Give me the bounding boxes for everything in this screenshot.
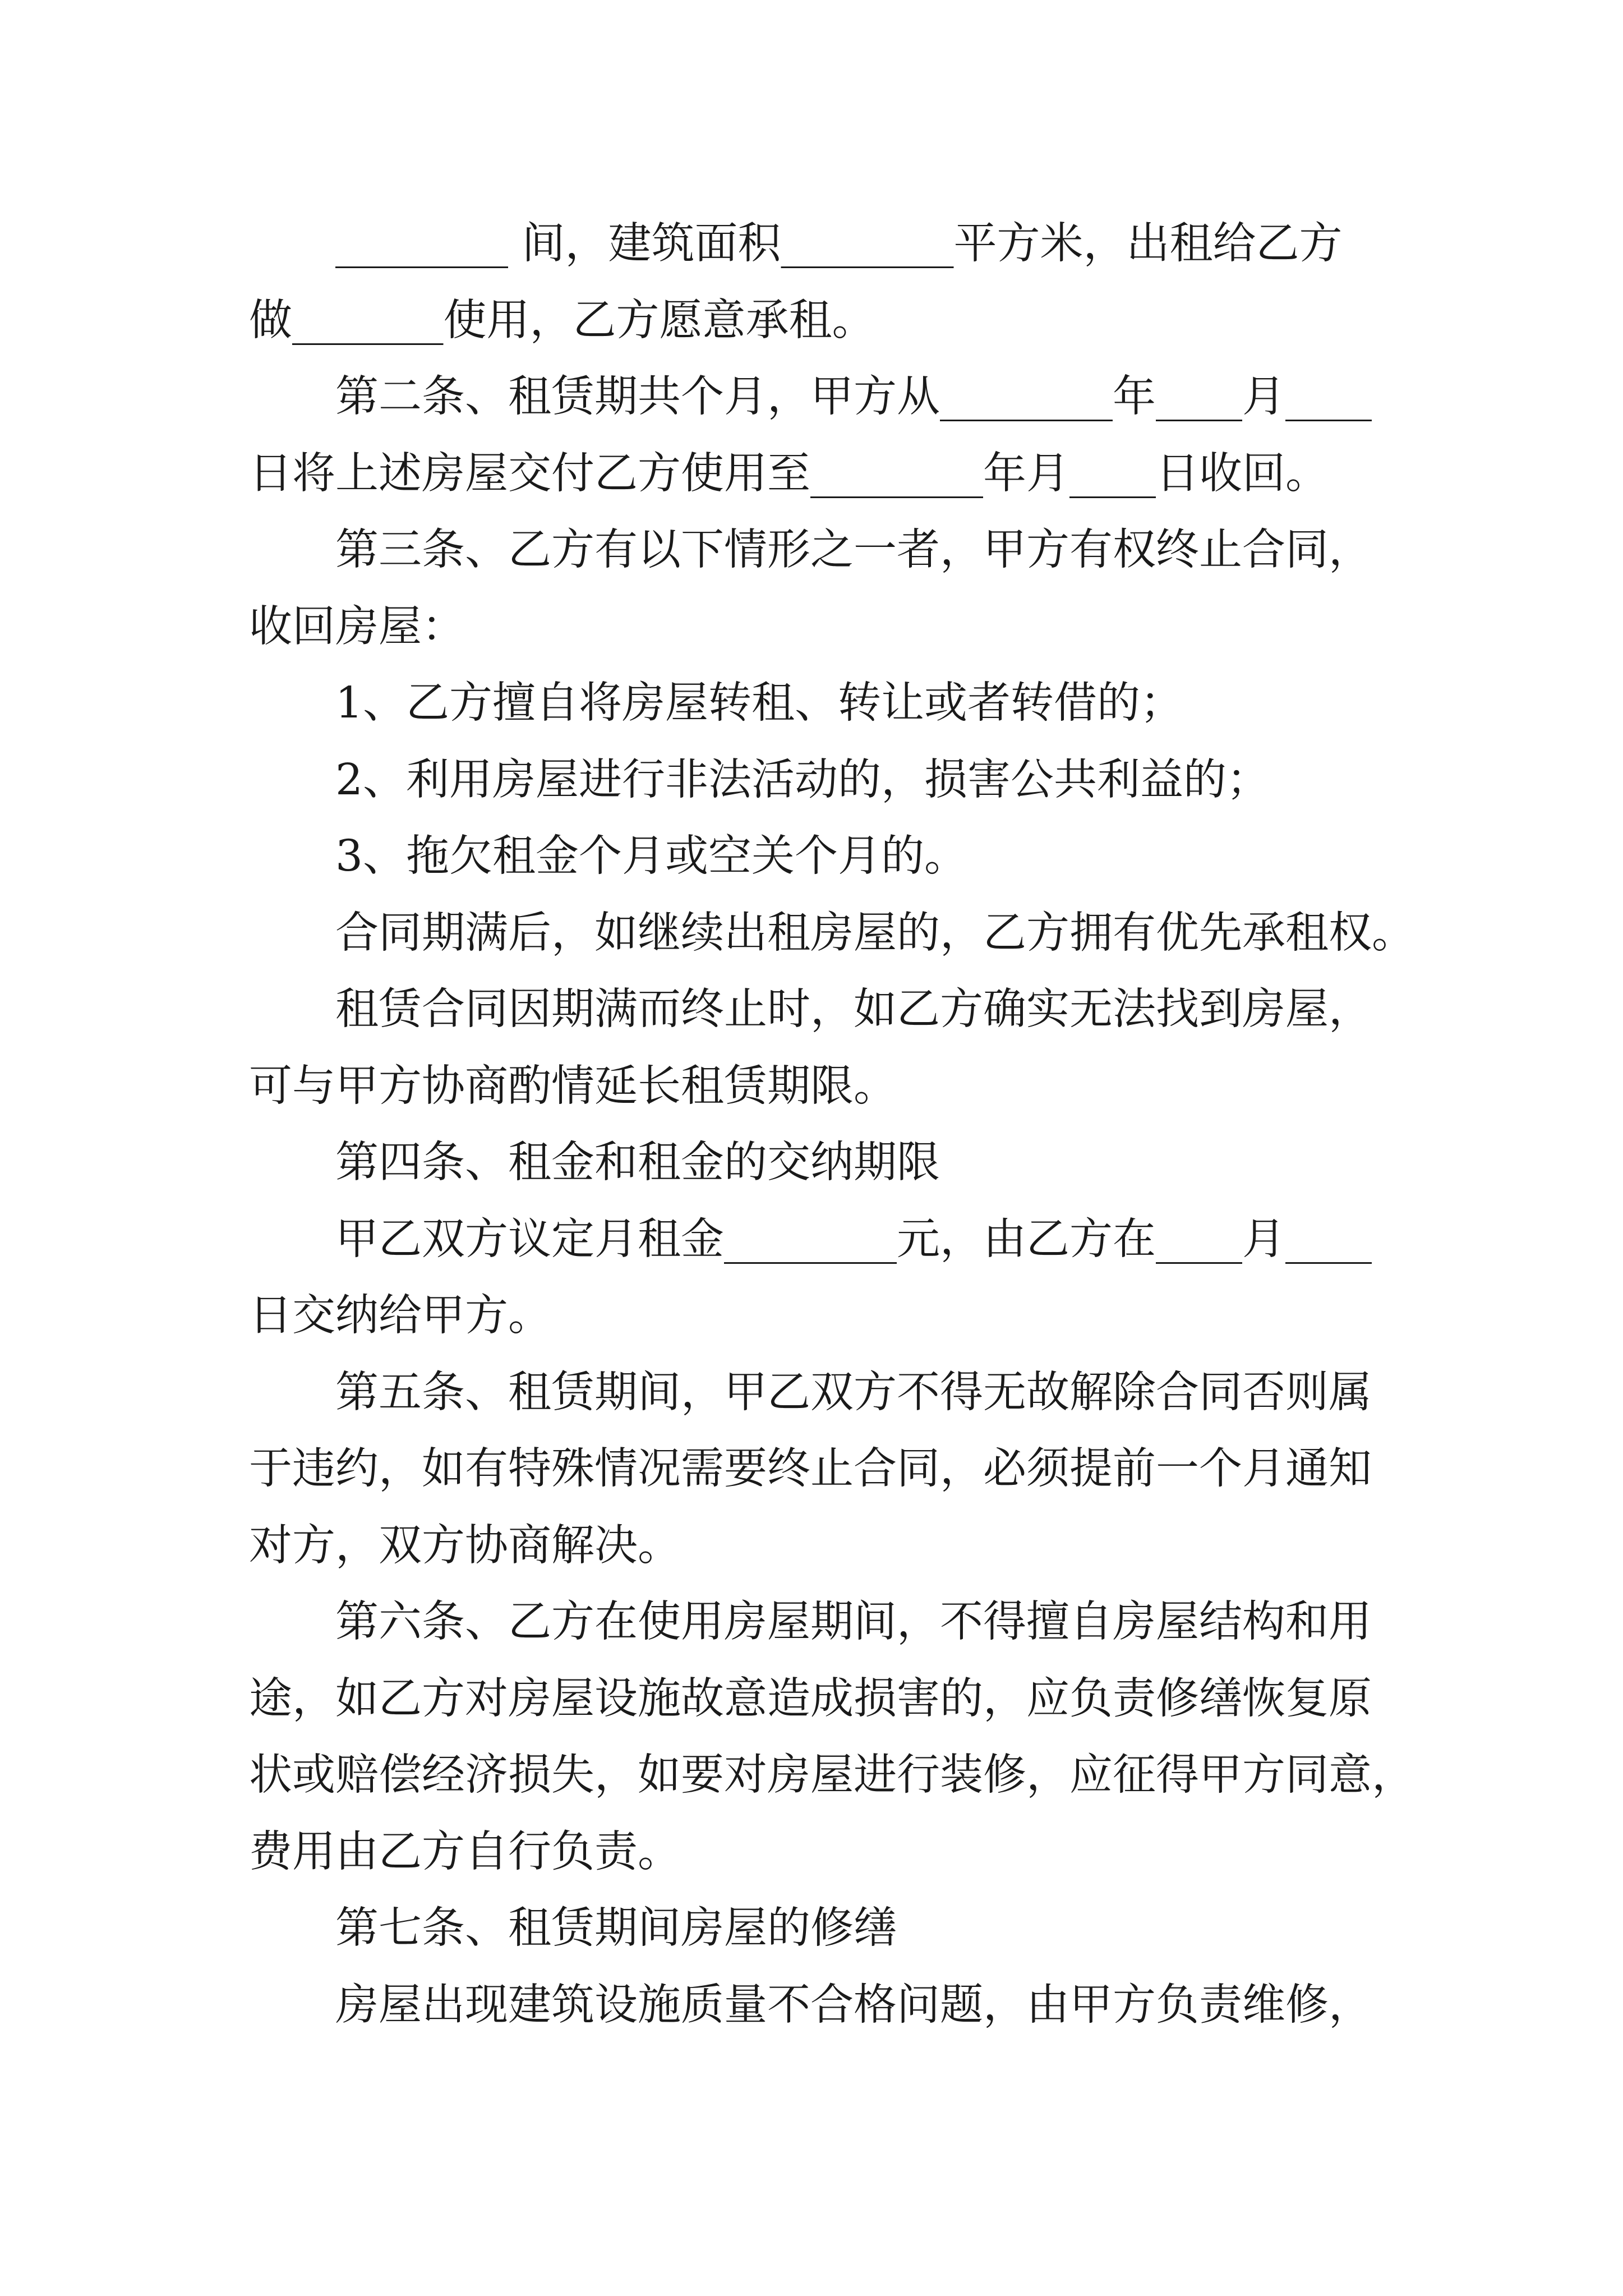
text-line: 2、利用房屋进行非法活动的，损害公共利益的； xyxy=(335,755,1270,805)
text-line: 日交纳给甲方。 xyxy=(249,1291,551,1341)
text-line: 状或赔偿经济损失，如要对房屋进行装修，应征得甲方同意， xyxy=(249,1750,1415,1800)
text-line: 第七条、租赁期间房屋的修缮 xyxy=(335,1903,897,1953)
text-line: 做_______使用，乙方愿意承租。 xyxy=(249,296,875,346)
text-line: 合同期满后，如继续出租房屋的，乙方拥有优先承租权。 xyxy=(335,908,1415,958)
text-line: 第四条、租金和租金的交纳期限 xyxy=(335,1138,940,1188)
text-line: 于违约，如有特殊情况需要终止合同，必须提前一个月通知 xyxy=(249,1444,1372,1494)
text-line: 可与甲方协商酌情延长租赁期限。 xyxy=(249,1061,897,1111)
text-line: 租赁合同因期满而终止时，如乙方确实无法找到房屋， xyxy=(335,984,1372,1034)
text-line: ________ 间，建筑面积________平方米，出租给乙方 xyxy=(335,219,1343,269)
text-line: 甲乙双方议定月租金________元，由乙方在____月____ xyxy=(335,1214,1372,1264)
text-line: 第二条、租赁期共个月，甲方从________年____月____ xyxy=(335,372,1372,422)
text-line: 日将上述房屋交付乙方使用至________年月____日收回。 xyxy=(249,449,1329,499)
text-line: 收回房屋： xyxy=(249,602,465,652)
text-line: 第六条、乙方在使用房屋期间，不得擅自房屋结构和用 xyxy=(335,1597,1372,1647)
text-line: 1、乙方擅自将房屋转租、转让或者转借的； xyxy=(335,678,1183,728)
text-line: 途，如乙方对房屋设施故意造成损害的，应负责修缮恢复原 xyxy=(249,1674,1372,1724)
text-line: 3、拖欠租金个月或空关个月的。 xyxy=(335,831,967,881)
text-line: 第五条、租赁期间，甲乙双方不得无故解除合同否则属 xyxy=(335,1368,1372,1418)
text-line: 房屋出现建筑设施质量不合格问题，由甲方负责维修， xyxy=(335,1980,1372,2030)
text-line: 对方，双方协商解决。 xyxy=(249,1521,681,1571)
text-line: 第三条、乙方有以下情形之一者，甲方有权终止合同， xyxy=(335,525,1372,575)
text-line: 费用由乙方自行负责。 xyxy=(249,1827,681,1877)
